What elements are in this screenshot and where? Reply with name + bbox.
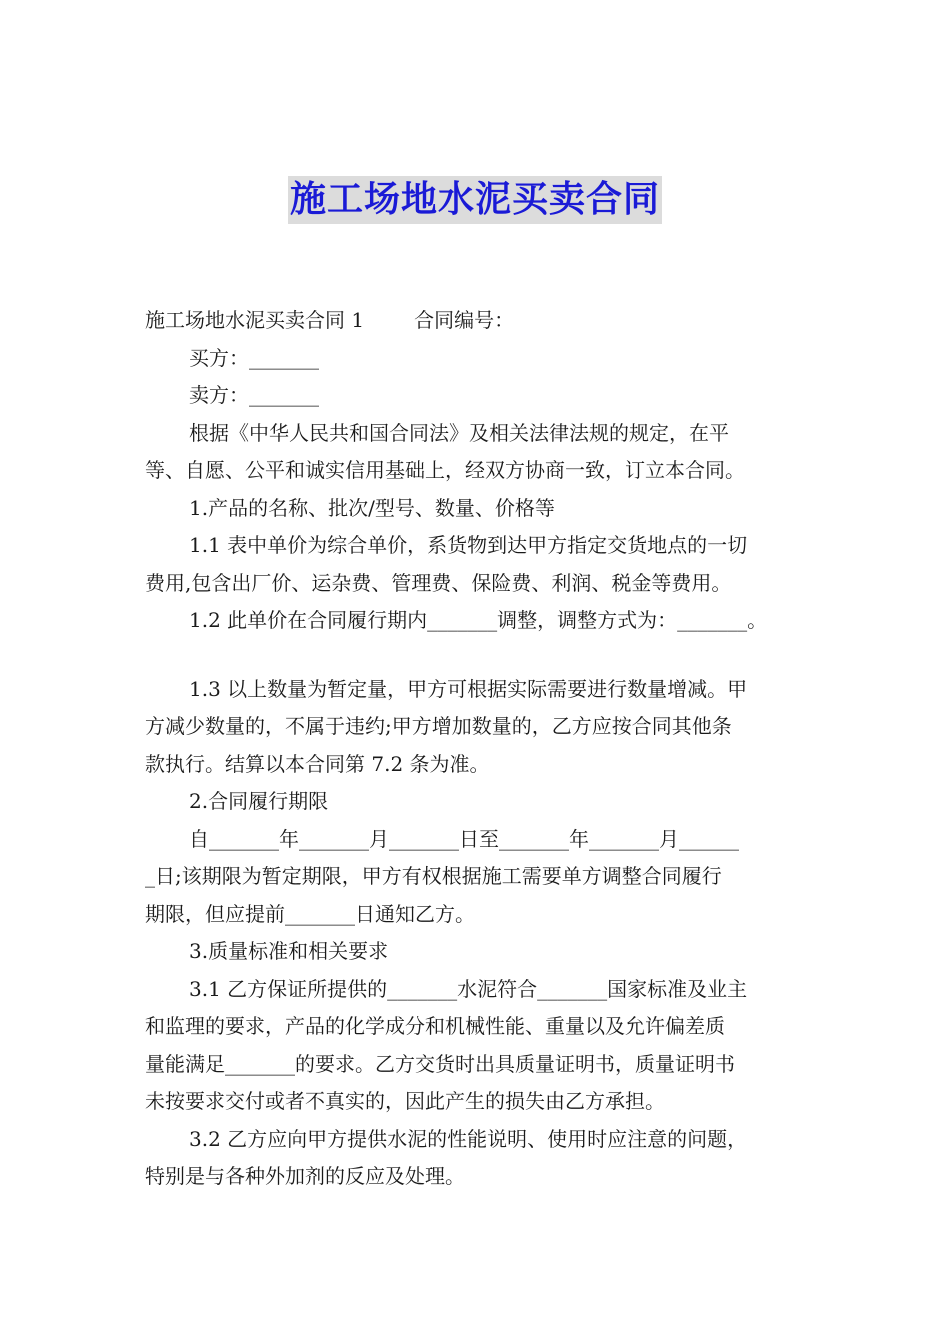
paragraph-line: _日;该期限为暂定期限，甲方有权根据施工需要单方调整合同履行 [145,864,722,888]
paragraph-line: 期限，但应提前_______日通知乙方。 [145,901,475,926]
paragraph-line: 1.3 以上数量为暂定量，甲方可根据实际需要进行数量增减。甲 [189,676,748,701]
title-container [0,176,950,224]
paragraph-line: 方减少数量的，不属于违约;甲方增加数量的，乙方应按合同其他条 [145,714,732,738]
section-heading: 3.质量标准和相关要求 [189,939,389,963]
paragraph-line: 费用,包含出厂价、运杂费、管理费、保险费、利润、税金等费用。 [145,570,732,595]
contract-heading-line [145,302,813,340]
document-title: 施工场地水泥买卖合同 [288,176,662,224]
seller-line: 卖方：_______ [189,383,319,407]
paragraph-line: 1.1 表中单价为综合单价，系货物到达甲方指定交货地点的一切 [189,533,748,557]
paragraph-line: 3.2 乙方应向甲方提供水泥的性能说明、使用时应注意的问题， [189,1126,748,1151]
paragraph-line: 1.2 此单价在合同履行期内_______调整，调整方式为：_______。 [189,608,768,632]
paragraph-line: 自_______年_______月_______日至_______年_______月______ [189,826,739,851]
paragraph-line: 根据《中华人民共和国合同法》及相关法律法规的规定，在平 [189,420,729,445]
buyer-line: 买方：_______ [189,345,319,370]
paragraph-line: 款执行。结算以本合同第 7.2 条为准。 [145,751,490,776]
paragraph-line: 量能满足_______的要求。乙方交货时出具质量证明书，质量证明书 [145,1051,735,1076]
paragraph-line: 3.1 乙方保证所提供的_______水泥符合_______国家标准及业主 [189,976,748,1001]
document-body [145,302,813,1196]
contract-number-label: 合同编号： [414,308,515,332]
paragraph-line: 特别是与各种外加剂的反应及处理。 [145,1164,465,1188]
section-heading: 2.合同履行期限 [189,789,329,813]
section-heading: 1.产品的名称、批次/型号、数量、价格等 [189,495,555,520]
contract-heading: 施工场地水泥买卖合同 1 [145,308,365,332]
paragraph-line: 等、自愿、公平和诚实信用基础上，经双方协商一致，订立本合同。 [145,458,745,482]
blank-gap [145,640,813,671]
paragraph-line: 和监理的要求，产品的化学成分和机械性能、重量以及允许偏差质 [145,1014,725,1038]
paragraph-line: 未按要求交付或者不真实的，因此产生的损失由乙方承担。 [145,1089,665,1113]
